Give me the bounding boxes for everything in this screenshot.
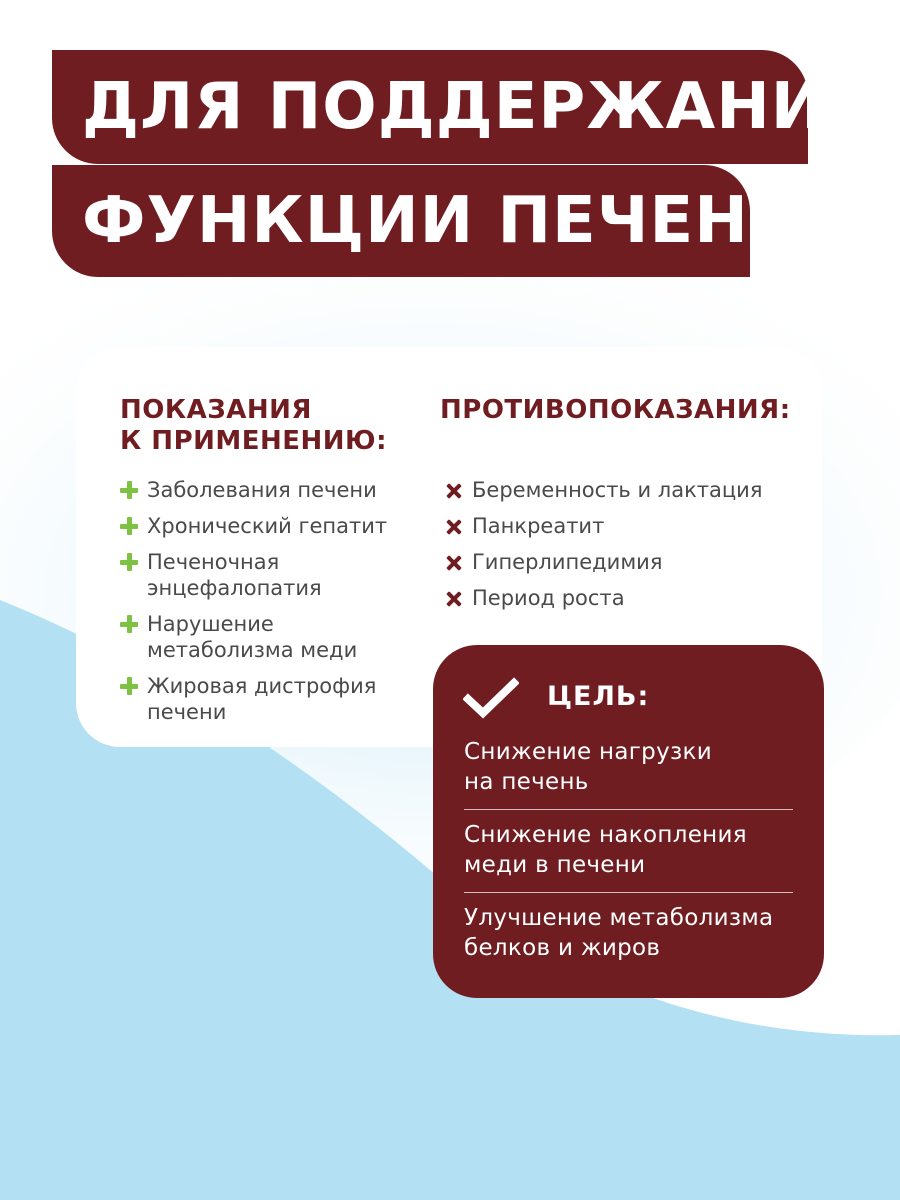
list-item (446, 585, 806, 611)
contraindication-text: Беременность и лактация (472, 478, 763, 502)
indication-text: Хронический гепатит (147, 514, 388, 538)
goal-item: Снижение нагрузки на печень (464, 737, 793, 810)
contraindications-title: ПРОТИВОПОКАЗАНИЯ: (440, 395, 791, 425)
plus-icon (120, 615, 138, 633)
indication-text: Заболевания печени (147, 478, 377, 502)
contraindication-text: Панкреатит (472, 514, 605, 538)
list-item (446, 477, 806, 503)
title-line-2: ФУНКЦИИ ПЕЧЕНИ (52, 165, 750, 277)
list-item (120, 513, 420, 539)
indications-title: ПОКАЗАНИЯ К ПРИМЕНЕНИЮ: (120, 395, 387, 456)
plus-icon (120, 553, 138, 571)
list-item (120, 477, 420, 503)
cross-icon (446, 591, 462, 607)
goal-item: Снижение накопления меди в печени (464, 820, 793, 893)
goal-list (464, 737, 793, 963)
list-item (446, 513, 806, 539)
plus-icon (120, 677, 138, 695)
list-item (120, 673, 420, 725)
list-item (120, 611, 420, 663)
indications-list (120, 477, 420, 735)
contraindication-text: Гиперлипедимия (472, 550, 663, 574)
indication-text: Нарушение метаболизма меди (147, 612, 358, 662)
plus-icon (120, 517, 138, 535)
title-line-1: ДЛЯ ПОДДЕРЖАНИЯ (52, 50, 808, 164)
contraindications-list (446, 477, 806, 621)
cross-icon (446, 483, 462, 499)
list-item (446, 549, 806, 575)
plus-icon (120, 481, 138, 499)
goal-title: ЦЕЛЬ: (547, 681, 650, 712)
indication-text: Жировая дистрофия печени (147, 674, 377, 724)
indication-text: Печеночная энцефалопатия (147, 550, 322, 600)
checkmark-icon (463, 677, 519, 721)
goal-item: Улучшение метаболизма белков и жиров (464, 905, 774, 961)
cross-icon (446, 555, 462, 571)
list-item (120, 549, 420, 601)
contraindication-text: Период роста (472, 586, 625, 610)
goal-card (433, 645, 824, 998)
cross-icon (446, 519, 462, 535)
